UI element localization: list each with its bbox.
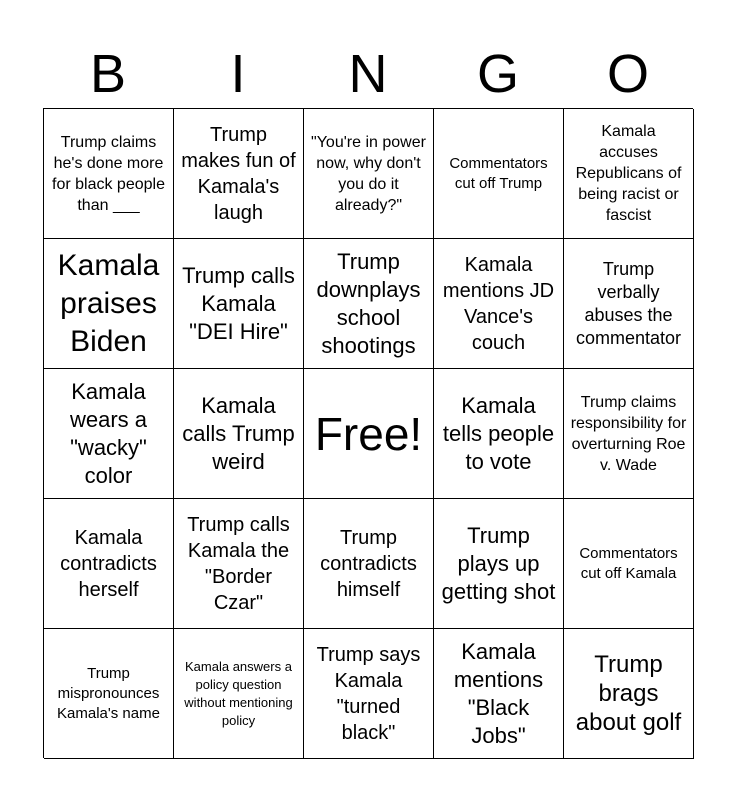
bingo-cell-r4c4[interactable]	[434, 499, 564, 629]
cell-text: Kamala tells people to vote	[442, 392, 555, 474]
cell-text: Trump contradicts himself	[320, 526, 417, 601]
bingo-cell-r2c4[interactable]	[434, 239, 564, 369]
bingo-cell-r5c1[interactable]	[44, 629, 174, 759]
bingo-cell-r1c1[interactable]	[44, 109, 174, 239]
cell-text: Trump downplays school shootings	[316, 248, 421, 358]
bingo-cell-r1c2[interactable]	[174, 109, 304, 239]
header-letter-b: B	[89, 44, 127, 104]
bingo-cell-r3c5[interactable]	[564, 369, 694, 499]
header-letter-o: O	[606, 44, 649, 104]
cell-text: Kamala mentions "Black Jobs"	[453, 638, 544, 748]
cell-text: Trump brags about golf	[575, 651, 682, 736]
cell-text: Kamala calls Trump weird	[182, 392, 295, 474]
bingo-cell-r5c2[interactable]	[174, 629, 304, 759]
cell-text: Trump makes fun of Kamala's laugh	[181, 123, 296, 224]
bingo-cell-r2c1[interactable]	[44, 239, 174, 369]
bingo-cell-r1c5[interactable]	[564, 109, 694, 239]
bingo-cell-r5c4[interactable]	[434, 629, 564, 759]
cell-text: Kamala answers a policy question without mentioning policy	[184, 658, 293, 728]
cell-text: Trump calls Kamala "DEI Hire"	[182, 262, 295, 344]
cell-text: Trump verbally abuses the commentator	[575, 258, 682, 348]
cell-text: Commentators cut off Trump	[449, 154, 548, 192]
bingo-cell-r4c2[interactable]	[174, 499, 304, 629]
cell-text: "You're in power now, why don't you do it already?"	[311, 133, 426, 214]
cell-text: Kamala accuses Republicans of being racist or fascist	[575, 123, 682, 224]
cell-text: Trump says Kamala "turned black"	[316, 643, 421, 744]
bingo-cell-r2c3[interactable]	[304, 239, 434, 369]
bingo-cell-r3c4[interactable]	[434, 369, 564, 499]
bingo-cell-free[interactable]	[304, 369, 434, 499]
cell-text: Kamala mentions JD Vance's couch	[442, 253, 555, 354]
bingo-cell-r3c2[interactable]	[174, 369, 304, 499]
bingo-cell-r4c1[interactable]	[44, 499, 174, 629]
bingo-cell-r5c3[interactable]	[304, 629, 434, 759]
bingo-cell-r1c4[interactable]	[434, 109, 564, 239]
cell-text: Kamala wears a "wacky" color	[69, 378, 148, 488]
bingo-cell-r2c2[interactable]	[174, 239, 304, 369]
cell-text: Trump calls Kamala the "Border Czar"	[187, 513, 290, 614]
bingo-cell-r3c1[interactable]	[44, 369, 174, 499]
cell-text: Trump plays up getting shot	[441, 522, 556, 604]
bingo-cell-r1c3[interactable]	[304, 109, 434, 239]
cell-text: Kamala contradicts herself	[60, 526, 157, 601]
bingo-cell-r4c3[interactable]	[304, 499, 434, 629]
bingo-cell-r4c5[interactable]	[564, 499, 694, 629]
bingo-cell-r2c5[interactable]	[564, 239, 694, 369]
bingo-grid	[43, 108, 693, 758]
bingo-cell-r5c5[interactable]	[564, 629, 694, 759]
cell-text: Trump claims responsibility for overturning Roe v. Wade	[570, 393, 687, 474]
header-letter-n: N	[348, 44, 388, 104]
cell-text: Trump mispronounces Kamala's name	[57, 664, 160, 722]
cell-text: Kamala praises Biden	[57, 248, 160, 358]
cell-text: Commentators cut off Kamala	[579, 544, 678, 582]
header-letter-i: I	[230, 44, 246, 104]
bingo-header	[43, 40, 693, 108]
header-letter-g: G	[476, 44, 519, 104]
cell-text: Trump claims he's done more for black people than ___	[52, 133, 165, 214]
free-space-text: Free!	[314, 407, 423, 460]
